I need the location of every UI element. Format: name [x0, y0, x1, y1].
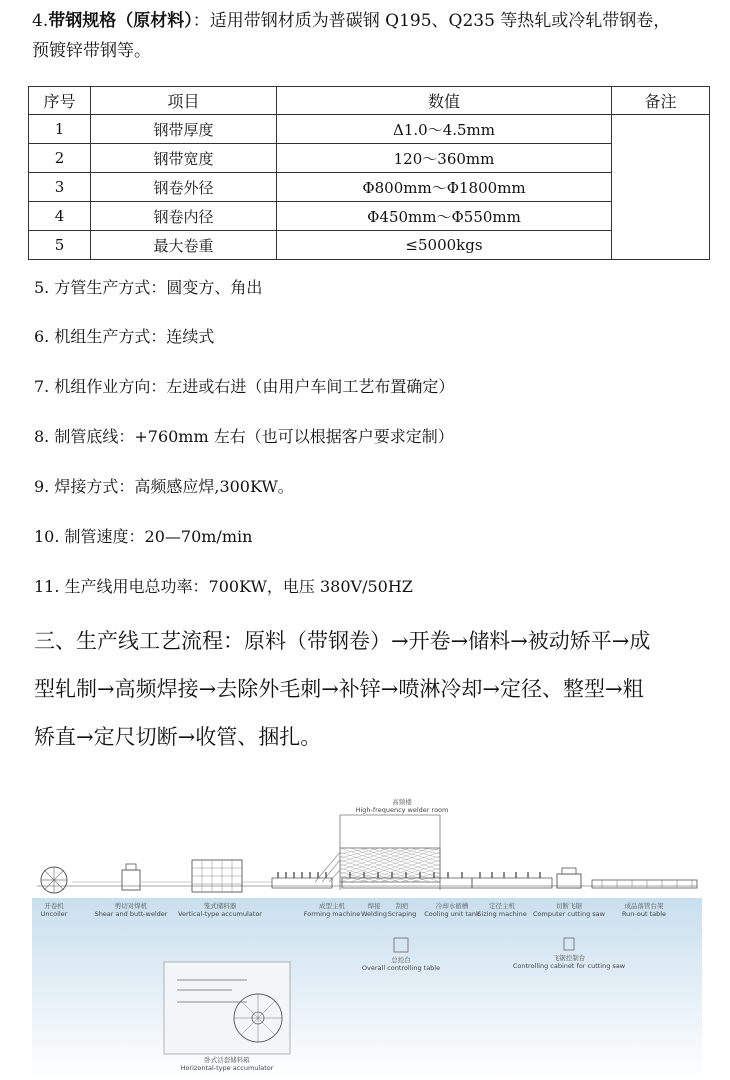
- production-line-diagram: [32, 790, 702, 1080]
- hf-welder-room: [315, 797, 448, 890]
- table-row: [29, 231, 710, 260]
- cell-no: 4: [29, 202, 91, 231]
- list-item: 6. 机组生产方式：连续式: [34, 327, 215, 346]
- welding-cooling-sizing-section: [342, 872, 552, 888]
- section-4-body-line2: 预镀锌带钢等。: [32, 41, 151, 61]
- room-label-zh: 高频楼: [392, 798, 412, 806]
- flow-line-1: 三、生产线工艺流程：原料（带钢卷）→开卷→储料→被动矫平→成: [34, 629, 651, 653]
- spec-table: [28, 86, 710, 260]
- cell-no: 2: [29, 144, 91, 173]
- station-label-en: Uncoiler: [40, 910, 68, 918]
- cutting-saw-machine: [557, 868, 581, 888]
- station-label-en: Run-out table: [621, 910, 667, 918]
- list-item: 9. 焊接方式：高频感应焊,300KW。: [34, 477, 294, 496]
- cell-value: ≤5000kgs: [277, 231, 612, 260]
- list-item: 7. 机组作业方向：左进或右进（由用户车间工艺布置确定）: [34, 377, 455, 396]
- station-label-en: Forming machine: [303, 910, 361, 918]
- table-header-row: [29, 87, 710, 115]
- cell-item: 最大卷重: [91, 231, 277, 260]
- table-row: [29, 202, 710, 231]
- cell-item: 钢带厚度: [91, 115, 277, 144]
- room-label-en: High-frequency welder room: [355, 806, 449, 814]
- section-4-title: 带钢规格（原材料）: [48, 11, 193, 31]
- flow-line-3: 矫直→定尺切断→收管、捆扎。: [34, 725, 322, 749]
- cell-no: 5: [29, 231, 91, 260]
- station-label-zh: 焊接: [367, 902, 381, 910]
- station-label-zh: 定径主机: [489, 902, 515, 910]
- station-label-en: Welding: [360, 910, 388, 918]
- control-label-en: Overall controlling table: [361, 964, 441, 972]
- list-item: 11. 生产线用电总功率：700KW，电压 380V/50HZ: [34, 577, 413, 596]
- header-item: 项目: [91, 87, 277, 115]
- floor-gradient: [32, 898, 702, 1080]
- header-value: 数值: [277, 87, 612, 115]
- station-label-zh: 笼式储料器: [203, 902, 237, 910]
- table-row: [29, 173, 710, 202]
- saw-control-label-en: Controlling cabinet for cutting saw: [512, 962, 626, 970]
- section-4-paragraph: [32, 6, 712, 66]
- cell-item: 钢卷外径: [91, 173, 277, 202]
- cell-no: 1: [29, 115, 91, 144]
- header-note: 备注: [612, 87, 710, 115]
- cell-value: Φ800mm～Φ1800mm: [277, 173, 612, 202]
- station-label-zh: 成品落管台架: [624, 902, 664, 910]
- forming-machine: [272, 872, 332, 888]
- list-item: 10. 制管速度：20—70m/min: [34, 527, 253, 546]
- section-4-body-line1: ：适用带钢材质为普碳钢 Q195、Q235 等热轧或冷轧带钢卷，: [192, 11, 671, 31]
- section-4-number: 4.: [32, 11, 49, 31]
- station-label-en: Vertical-type accumulator: [178, 910, 262, 918]
- vertical-accumulator-machine: [140, 860, 272, 892]
- horizontal-label-zh: 卧式活套储料箱: [204, 1056, 250, 1064]
- saw-control-label-zh: 飞锯控制台: [552, 954, 586, 962]
- table-row: [29, 115, 710, 144]
- cell-item: 钢带宽度: [91, 144, 277, 173]
- station-label-zh: 开卷机: [44, 902, 64, 910]
- station-label-zh: 剪切对焊机: [114, 902, 148, 910]
- control-label-zh: 总控台: [391, 956, 411, 964]
- table-row: [29, 144, 710, 173]
- uncoiler-machine: [41, 867, 67, 893]
- station-label-zh: 冷却水循槽: [435, 902, 469, 910]
- station-label-en: Scraping: [387, 910, 417, 918]
- horizontal-label-en: Horizontal-type accumulator: [180, 1064, 274, 1072]
- cell-item: 钢卷内径: [91, 202, 277, 231]
- station-label-en: Computer cutting saw: [533, 910, 605, 918]
- list-item: 8. 制管底线：+760mm 左右（也可以根据客户要求定制）: [34, 427, 454, 446]
- run-out-table: [592, 880, 697, 888]
- list-item: 5. 方管生产方式：圆变方、角出: [34, 278, 263, 297]
- cell-value: Φ450mm～Φ550mm: [277, 202, 612, 231]
- station-label-zh: 成型主机: [319, 902, 345, 910]
- station-label-zh: 切断飞锯: [556, 902, 582, 910]
- header-no: 序号: [29, 87, 91, 115]
- cell-note: [612, 115, 710, 260]
- station-label-en: Shear and butt-welder: [94, 910, 168, 918]
- station-label-zh: 刮疤: [395, 902, 409, 910]
- cell-no: 3: [29, 173, 91, 202]
- cell-value: 120～360mm: [277, 144, 612, 173]
- station-label-en: Cooling unit tank: [424, 910, 480, 918]
- station-label-en: Sizing machine: [477, 910, 527, 918]
- cell-value: Δ1.0～4.5mm: [277, 115, 612, 144]
- flow-line-2: 型轧制→高频焊接→去除外毛刺→补锌→喷淋冷却→定径、整型→粗: [34, 677, 644, 701]
